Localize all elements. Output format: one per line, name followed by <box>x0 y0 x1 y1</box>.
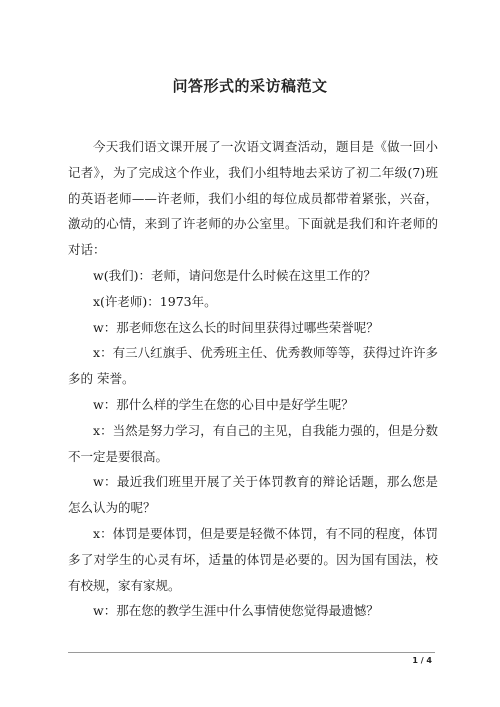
dialogue-paragraph: x：当然是努力学习，有自己的主见，自我能力强的，但是分数不一定是要很高。 <box>68 422 438 464</box>
dialogue-paragraph: x：体罚是要体罚，但是要是轻微不体罚，有不同的程度，体罚多了对学生的心灵有坏，适量的体罚是必要的。因为国有国法，校有校规，家有家规。 <box>68 525 438 593</box>
dialogue-paragraph: w：那老师您在这么长的时间里获得过哪些荣誉呢？ <box>93 319 379 335</box>
dialogue-paragraph: w：那什么样的学生在您的心目中是好学生呢？ <box>93 396 354 412</box>
document-body <box>68 134 438 624</box>
page-footer <box>0 652 500 665</box>
document-title: 问答形式的采访稿范文 <box>172 77 328 95</box>
dialogue-paragraph: x(许老师)：1973年。 <box>93 293 217 309</box>
dialogue-paragraph: w(我们)：老师，请问您是什么时候在这里工作的？ <box>93 267 376 283</box>
page-number: 1 / 4 <box>412 656 432 665</box>
dialogue-paragraph: x：有三八红旗手、优秀班主任、优秀教师等等，获得过许许多多的 荣誉。 <box>68 345 438 387</box>
dialogue-paragraph: w：那在您的教学生涯中什么事情使您觉得最遗憾？ <box>93 603 379 619</box>
footer-divider <box>68 652 435 653</box>
dialogue-paragraph: w：最近我们班里开展了关于体罚教育的辩论话题，那么您是怎么认为的呢？ <box>68 474 438 516</box>
intro-paragraph: 今天我们语文课开展了一次语文调查活动，题目是《做一回小记者》，为了完成这个作业，我们小组特地去采访了初二年级(7)班的英语老师——许老师，我们小组的每位成员都带着紧张，兴奋，激动的心情，来到了许老师的办公室里。下面就是我们和许老师的对话： <box>68 139 438 258</box>
